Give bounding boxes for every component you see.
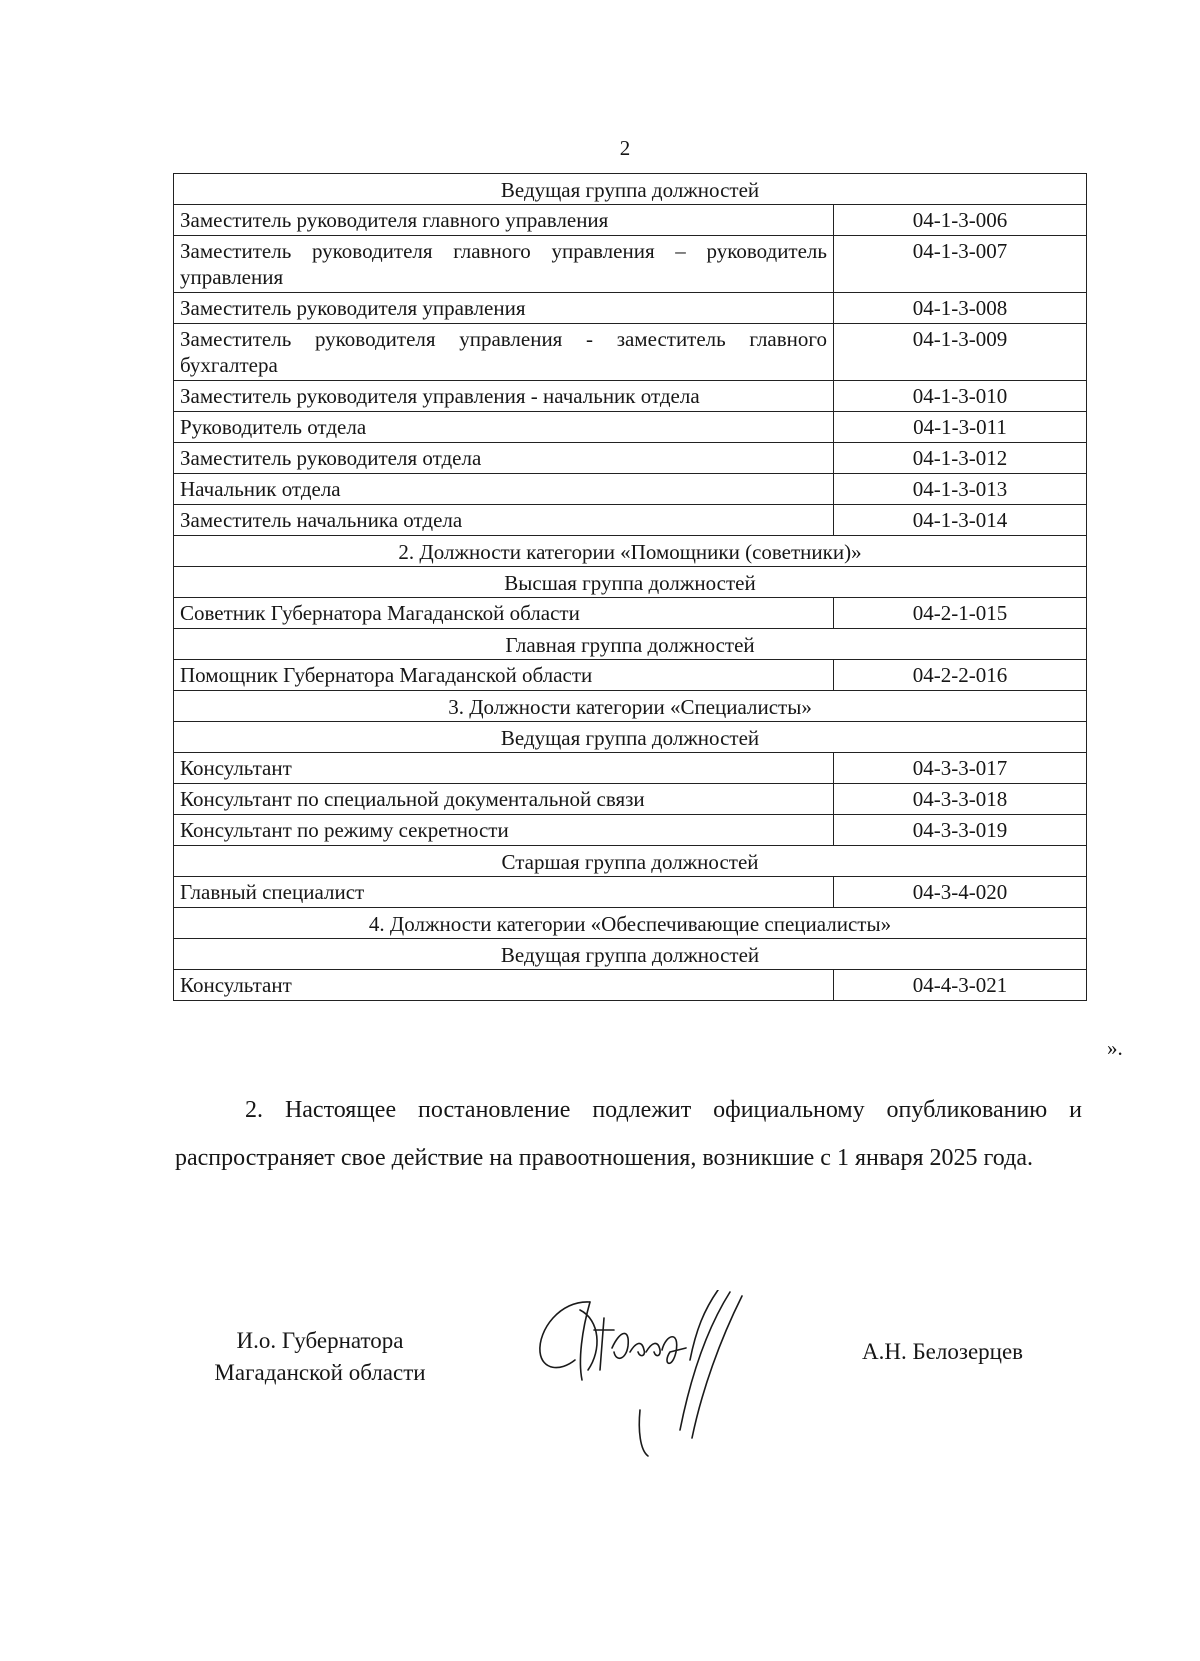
position-code: 04-3-3-017 <box>834 753 1087 784</box>
position-code: 04-1-3-011 <box>834 412 1087 443</box>
position-name: Заместитель руководителя управления - начальник отдела <box>174 381 834 412</box>
table-row <box>174 877 1087 908</box>
section-header: Старшая группа должностей <box>174 846 1087 877</box>
table-row <box>174 598 1087 629</box>
table-section-header-row <box>174 846 1087 877</box>
section-header: Ведущая группа должностей <box>174 939 1087 970</box>
table-row <box>174 505 1087 536</box>
table-section-header-row <box>174 174 1087 205</box>
position-name: Заместитель начальника отдела <box>174 505 834 536</box>
table-row <box>174 474 1087 505</box>
signer-title <box>185 1325 455 1389</box>
position-name: Помощник Губернатора Магаданской области <box>174 660 834 691</box>
position-code: 04-1-3-007 <box>834 236 1087 293</box>
position-code: 04-4-3-021 <box>834 970 1087 1001</box>
position-code: 04-3-4-020 <box>834 877 1087 908</box>
position-name: Заместитель руководителя отдела <box>174 443 834 474</box>
paragraph-number: 2. <box>245 1097 263 1123</box>
section-header: 4. Должности категории «Обеспечивающие специалисты» <box>174 908 1087 939</box>
table-section-header-row <box>174 536 1087 567</box>
position-code: 04-1-3-009 <box>834 324 1087 381</box>
signer-name: А.Н. Белозерцев <box>862 1339 1024 1364</box>
table-row <box>174 412 1087 443</box>
handwritten-signature <box>530 1290 780 1460</box>
position-name: Главный специалист <box>174 877 834 908</box>
table-row <box>174 205 1087 236</box>
table-row <box>174 381 1087 412</box>
section-header: 2. Должности категории «Помощники (советники)» <box>174 536 1087 567</box>
position-code: 04-1-3-012 <box>834 443 1087 474</box>
position-name: Заместитель руководителя главного управления <box>174 205 834 236</box>
table-section-header-row <box>174 629 1087 660</box>
table-row <box>174 443 1087 474</box>
table-section-header-row <box>174 722 1087 753</box>
section-header: Высшая группа должностей <box>174 567 1087 598</box>
position-name: Советник Губернатора Магаданской области <box>174 598 834 629</box>
position-code: 04-1-3-013 <box>834 474 1087 505</box>
page-number: 2 <box>619 136 631 160</box>
closing-quote-mark: ». <box>1107 1036 1123 1060</box>
position-code: 04-2-1-015 <box>834 598 1087 629</box>
position-code: 04-3-3-019 <box>834 815 1087 846</box>
section-header: Ведущая группа должностей <box>174 174 1087 205</box>
table-row <box>174 784 1087 815</box>
table-row <box>174 293 1087 324</box>
table-row <box>174 970 1087 1001</box>
section-header: 3. Должности категории «Специалисты» <box>174 691 1087 722</box>
positions-table <box>173 173 1087 1001</box>
position-code: 04-1-3-008 <box>834 293 1087 324</box>
table-row <box>174 815 1087 846</box>
position-name: Консультант <box>174 970 834 1001</box>
table-row <box>174 753 1087 784</box>
position-name: Консультант <box>174 753 834 784</box>
position-code: 04-2-2-016 <box>834 660 1087 691</box>
table-row <box>174 660 1087 691</box>
table-row <box>174 324 1087 381</box>
position-code: 04-1-3-006 <box>834 205 1087 236</box>
signer-title-line-2: Магаданской области <box>214 1360 426 1385</box>
position-code: 04-3-3-018 <box>834 784 1087 815</box>
position-code: 04-1-3-010 <box>834 381 1087 412</box>
position-name: Заместитель руководителя управления <box>174 293 834 324</box>
paragraph-2 <box>175 1086 1082 1182</box>
position-name: Начальник отдела <box>174 474 834 505</box>
table-section-header-row <box>174 567 1087 598</box>
position-name: Консультант по специальной документальной связи <box>174 784 834 815</box>
section-header: Главная группа должностей <box>174 629 1087 660</box>
section-header: Ведущая группа должностей <box>174 722 1087 753</box>
position-name: Заместитель руководителя главного управления – руководитель управления <box>174 236 834 293</box>
table-section-header-row <box>174 691 1087 722</box>
position-name: Консультант по режиму секретности <box>174 815 834 846</box>
table-section-header-row <box>174 939 1087 970</box>
table-row <box>174 236 1087 293</box>
paragraph-text: Настоящее постановление подлежит официальному опубликованию и распространяет свое действие на правоотношения, возникшие с 1 января 2025 года. <box>175 1097 1082 1171</box>
table-section-header-row <box>174 908 1087 939</box>
signer-title-line-1: И.о. Губернатора <box>236 1328 404 1353</box>
position-name: Руководитель отдела <box>174 412 834 443</box>
position-name: Заместитель руководителя управления - заместитель главного бухгалтера <box>174 324 834 381</box>
position-code: 04-1-3-014 <box>834 505 1087 536</box>
